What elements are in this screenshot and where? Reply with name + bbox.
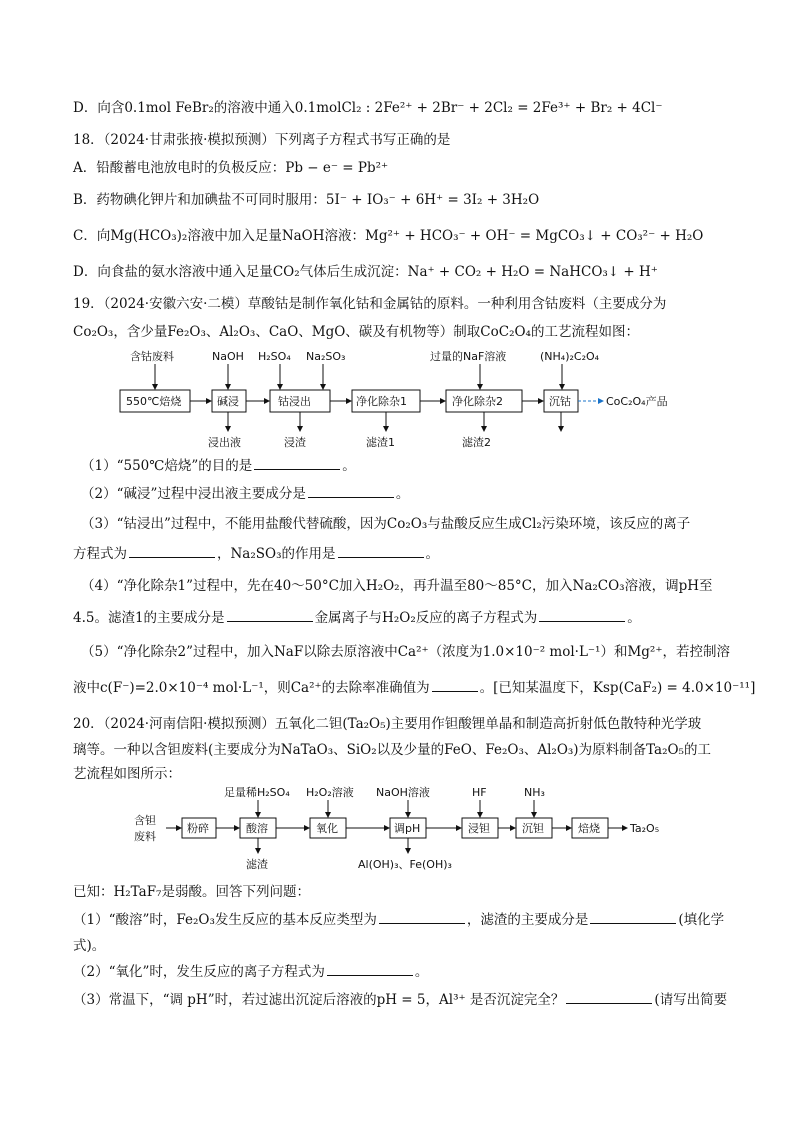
q18-option-a: A．铅酸蓄电池放电时的负极反应：Pb − e⁻ = Pb²⁺ [73, 160, 389, 176]
q18-option-b: B．药物碘化钾片和加碘盐不可同时服用：5I⁻ + IO₃⁻ + 6H⁺ = 3I₂ + 3H₂O [73, 192, 540, 208]
flow1-output-filter2: 滤渣2 [462, 436, 491, 449]
q20-stem-2: 璃等。一种以含钽废料(主要成分为NaTaO₃、SiO₂以及少量的FeO、Fe₂O₃、Al₂O₃)为原料制备Ta₂O₅的工 [73, 742, 711, 758]
flow2-step-ph: 调pH [394, 822, 421, 835]
q19-sub5-line1: （5）“净化除杂2”过程中，加入NaF以除去原溶液中Ca²⁺（浓度为1.0×10⁻² mol·L⁻¹）和Mg²⁺，若控制溶 [81, 644, 730, 660]
flow2-start-line1: 含钽 [134, 814, 156, 827]
flow2-input-hf: HF [472, 786, 487, 799]
flow2-output-hydroxides: Al(OH)₃、Fe(OH)₃ [358, 858, 452, 871]
q20-stem: 20．（2024·河南信阳·模拟预测）五氧化二钽(Ta₂O₅)主要用作钽酸锂单晶和制造高折射低色散特种光学玻 [73, 716, 702, 732]
flow2-product: Ta₂O₅ [630, 822, 660, 835]
flow2-output-residue: 滤渣 [246, 858, 268, 871]
flow2-step-calcine: 焙烧 [578, 822, 600, 835]
flow1-step-purify2: 净化除杂2 [452, 395, 503, 408]
answer-blank[interactable] [129, 544, 215, 558]
answer-blank[interactable] [338, 544, 424, 558]
q19-stem: 19．（2024·安徽六安·二模）草酸钴是制作氧化钴和金属钴的原料。一种利用含钴废料（主要成分为 [73, 296, 667, 312]
q19-sub4-line2: 4.5。滤渣1的主要成分是 金属离子与H₂O₂反应的离子方程式为 。 [73, 610, 641, 626]
tantalum-process-flowchart [126, 782, 686, 880]
q20-sub1-line1: （1）“酸溶”时，Fe₂O₃发生反应的基本反应类型为 ，滤渣的主要成分是 (填化学 [73, 912, 725, 928]
flow1-input-naoh: NaOH [212, 350, 244, 363]
q20-sub3: （3）常温下，“调 pH”时，若过滤出沉淀后溶液的pH = 5，Al³⁺ 是否沉淀完全？ (请写出简要 [73, 992, 728, 1008]
q17-option-d: D．向含0.1mol FeBr₂的溶液中通入0.1molCl₂ : 2Fe²⁺ + 2Br⁻ + 2Cl₂ = 2Fe³⁺ + Br₂ + 4Cl⁻ [73, 100, 663, 116]
q18-option-d: D．向食盐的氨水溶液中通入足量CO₂气体后生成沉淀：Na⁺ + CO₂ + H₂O = NaHCO₃↓ + H⁺ [73, 264, 658, 280]
q20-sub1-line2: 式)。 [73, 938, 106, 954]
q18-stem: 18．（2024·甘肃张掖·模拟预测）下列离子方程式书写正确的是 [73, 132, 451, 148]
cobalt-process-flowchart [100, 342, 700, 454]
flow1-input-na2so3: Na₂SO₃ [306, 350, 346, 363]
answer-blank[interactable] [590, 910, 676, 924]
flow1-input-naf: 过量的NaF溶液 [430, 350, 507, 363]
answer-blank[interactable] [432, 678, 478, 692]
flow1-input-waste: 含钴废料 [130, 350, 174, 363]
answer-blank[interactable] [327, 962, 413, 976]
answer-blank[interactable] [539, 608, 625, 622]
answer-blank[interactable] [566, 990, 652, 1004]
q19-sub2: （2）“碱浸”过程中浸出液主要成分是 。 [81, 486, 410, 502]
flow1-input-h2so4: H₂SO₄ [258, 350, 291, 363]
flow2-step-crush: 粉碎 [187, 822, 209, 835]
flow1-step-leach: 钴浸出 [278, 395, 311, 408]
q19-sub1: （1）“550℃焙烧”的目的是 。 [81, 458, 356, 474]
q19-sub3-line1: （3）“钴浸出”过程中，不能用盐酸代替硫酸，因为Co₂O₃与盐酸反应生成Cl₂污染环境，该反应的离子 [81, 516, 691, 532]
flow1-output-filter1: 滤渣1 [366, 436, 395, 449]
q19-sub3-line2: 方程式为 ，Na₂SO₃的作用是 。 [73, 546, 440, 562]
q20-sub2: （2）“氧化”时，发生反应的离子方程式为 。 [73, 964, 429, 980]
q19-sub4-line1: （4）“净化除杂1”过程中，先在40～50°C加入H₂O₂，再升温至80～85°C，加入Na₂CO₃溶液，调pH至 [81, 578, 713, 594]
flow1-step-alkali: 碱浸 [217, 395, 239, 408]
q18-option-c: C．向Mg(HCO₃)₂溶液中加入足量NaOH溶液：Mg²⁺ + HCO₃⁻ + OH⁻ = MgCO₃↓ + CO₃²⁻ + H₂O [73, 228, 704, 244]
flow2-step-dissolve: 酸溶 [246, 822, 268, 835]
flow2-input-h2o2: H₂O₂溶液 [306, 786, 354, 799]
answer-blank[interactable] [254, 456, 340, 470]
q19-stem-2: Co₂O₃，含少量Fe₂O₃、Al₂O₃、CaO、MgO、碳及有机物等）制取CoC₂O₄的工艺流程如图： [73, 324, 639, 340]
answer-blank[interactable] [227, 608, 313, 622]
answer-blank[interactable] [308, 484, 394, 498]
flow1-input-oxalate: (NH₄)₂C₂O₄ [540, 350, 600, 363]
flow2-step-oxidize: 氧化 [316, 822, 338, 835]
q20-known: 已知：H₂TaF₇是弱酸。回答下列问题： [73, 884, 310, 900]
flow2-input-h2so4: 足量稀H₂SO₄ [224, 786, 290, 799]
flow1-step-roast: 550℃焙烧 [126, 395, 182, 408]
flow1-output-residue: 浸渣 [284, 436, 306, 449]
flow2-input-naoh: NaOH溶液 [376, 786, 430, 799]
flow1-step-precip: 沉钴 [549, 395, 571, 408]
flow2-input-nh3: NH₃ [524, 786, 545, 799]
flow2-step-leach: 浸钽 [468, 822, 490, 835]
flow2-start-line2: 废料 [134, 830, 156, 843]
flow1-product: CoC₂O₄产品 [606, 395, 668, 408]
flow1-output-leachate: 浸出液 [208, 436, 241, 449]
flow1-step-purify1: 净化除杂1 [356, 395, 407, 408]
q19-sub5-line2: 液中c(F⁻)=2.0×10⁻⁴ mol·L⁻¹，则Ca²⁺的去除率准确值为 。[已知某温度下，Ksp(CaF₂) = 4.0×10⁻¹¹] [73, 680, 756, 696]
flow2-step-precip: 沉钽 [522, 822, 544, 835]
answer-blank[interactable] [379, 910, 465, 924]
q20-stem-3: 艺流程如图所示： [73, 766, 181, 782]
